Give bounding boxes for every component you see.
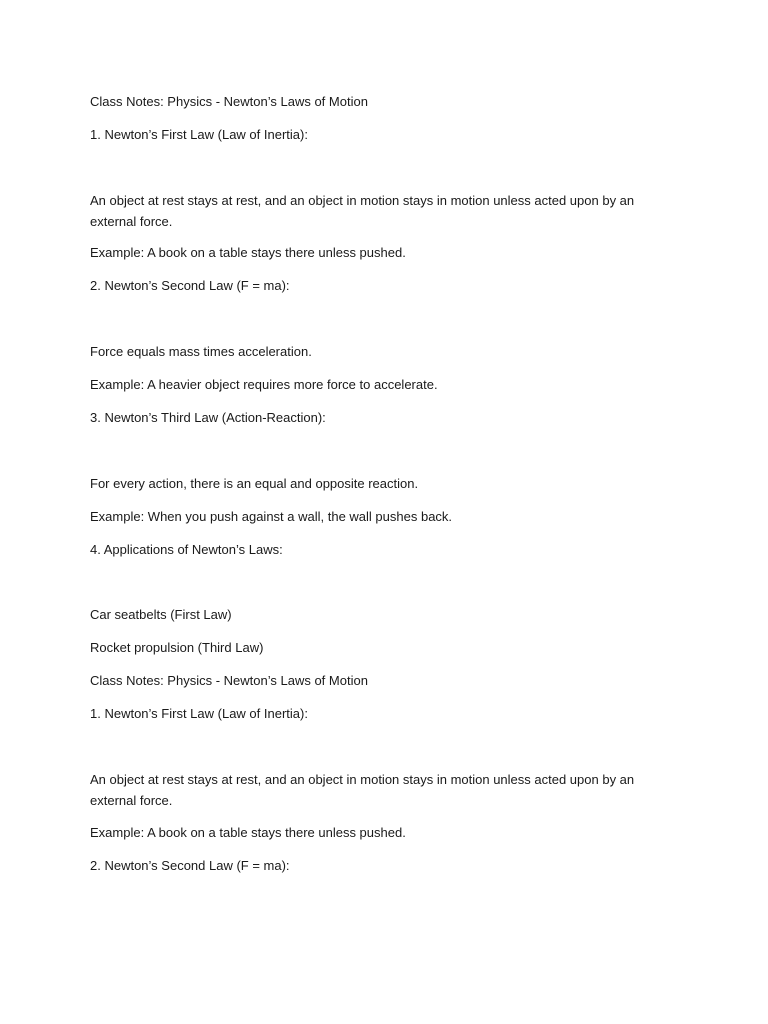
first-law-definition: An object at rest stays at rest, and an object in motion stays in motion unless acted upon by an external force. <box>90 193 635 229</box>
section-heading-first-law-repeat: 1. Newton’s First Law (Law of Inertia): <box>90 706 308 721</box>
document-title-repeat: Class Notes: Physics - Newton’s Laws of Motion <box>90 673 368 688</box>
first-law-definition-repeat: An object at rest stays at rest, and an object in motion stays in motion unless acted upon by an external force. <box>90 772 635 808</box>
section-heading-first-law: 1. Newton’s First Law (Law of Inertia): <box>90 127 308 142</box>
third-law-definition: For every action, there is an equal and opposite reaction. <box>90 476 419 491</box>
third-law-example: Example: When you push against a wall, the wall pushes back. <box>90 509 453 524</box>
second-law-definition: Force equals mass times acceleration. <box>90 344 312 359</box>
first-law-example-repeat: Example: A book on a table stays there unless pushed. <box>90 825 406 840</box>
application-item-rocket: Rocket propulsion (Third Law) <box>90 640 264 655</box>
application-item-seatbelts: Car seatbelts (First Law) <box>90 607 232 622</box>
document-title: Class Notes: Physics - Newton’s Laws of Motion <box>90 94 368 109</box>
section-heading-third-law: 3. Newton’s Third Law (Action-Reaction): <box>90 410 326 425</box>
section-heading-applications: 4. Applications of Newton’s Laws: <box>90 542 283 557</box>
section-heading-second-law: 2. Newton’s Second Law (F = ma): <box>90 278 290 293</box>
second-law-example: Example: A heavier object requires more force to accelerate. <box>90 377 438 392</box>
section-heading-second-law-repeat: 2. Newton’s Second Law (F = ma): <box>90 858 290 873</box>
first-law-example: Example: A book on a table stays there unless pushed. <box>90 245 406 260</box>
